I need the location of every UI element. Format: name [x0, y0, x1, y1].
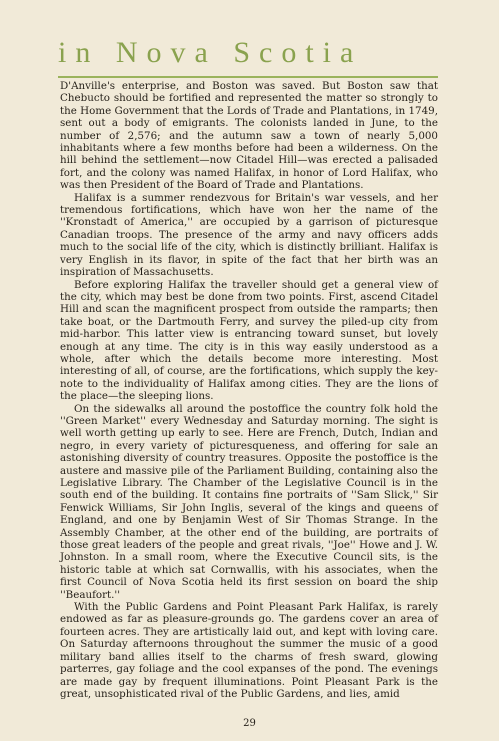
paragraph: Halifax is a summer rendezvous for Britain's war vessels, and her tremendous fortifications, which have won her the name of the ''Kronstadt of America,'' are occupied by a garrison of picturesque Canadian troops. The presence of the army and navy officers adds much to the social life of the city, which is distinctly brilliant. Halifax is very English in its flavor, in spite of the fact that her birth was an inspiration of Massachusetts.: [60, 191, 438, 279]
body-text: [60, 80, 438, 700]
paragraph: With the Public Gardens and Point Pleasant Park Halifax, is rarely endowed as far as pleasure-grounds go. The gardens cover an area of fourteen acres. They are artistically laid out, and kept with loving care. On Saturday afternoons throughout the summer the music of a good military band allies itself to the charms of fresh sward, glowing parterres, gay foliage and the cool expanses of the pond. The evenings are made gay by frequent illuminations. Point Pleasant Park is the great, unsophisticated rival of the Public Gardens, and lies, amid: [60, 601, 438, 700]
paragraph: On the sidewalks all around the postoffice the country folk hold the ''Green Market'' every Wednesday and Saturday morning. The sight is well worth getting up early to see. Here are French, Dutch, Indian and negro, in every variety of picturesqueness, and offering for sale an astonishing diversity of country treasures. Opposite the postoffice is the austere and massive pile of the Parliament Building, containing also the Legislative Library. The Chamber of the Legislative Council is in the south end of the building. It contains fine portraits of ''Sam Slick,'' Sir Fenwick Williams, Sir John Inglis, several of the kings and queens of England, and one by Benjamin West of Sir Thomas Strange. In the Assembly Chamber, at the other end of the building, are portraits of those great leaders of the people and great rivals, ''Joe'' Howe and J. W. Johnston. In a small room, where the Executive Council sits, is the historic table at which sat Cornwallis, with his associates, when the first Council of Nova Scotia held its first session on board the ship ''Beaufort.'': [60, 402, 438, 601]
running-header-title: in Nova Scotia: [58, 36, 363, 69]
running-header: [58, 36, 438, 70]
header-rule: [58, 76, 438, 78]
paragraph: D'Anville's enterprise, and Boston was saved. But Boston saw that Chebucto should be fortified and represented the matter so strongly to the Home Government that the Lords of Trade and Plantations, in 1749, sent out a body of emigrants. The colonists landed in June, to the number of 2,576; and the autumn saw a town of nearly 5,000 inhabitants where a few months before had been a wilderness. On the hill behind the settlement—now Citadel Hill—was erected a palisaded fort, and the colony was named Halifax, in honor of Lord Halifax, who was then President of the Board of Trade and Plantations.: [60, 80, 438, 192]
paragraph: Before exploring Halifax the traveller should get a general view of the city, which may best be done from two points. First, ascend Citadel Hill and scan the magnificent prospect from outside the ramparts; then take boat, or the Dartmouth Ferry, and survey the piled-up city from mid-harbor. This latter view is entrancing toward sunset, but lovely enough at any time. The city is in this way easily understood as a whole, after which the details become more interesting. Most interesting of all, of course, are the fortifications, which supply the key-note to the individuality of Halifax among cities. They are the lions of the place—the sleeping lions.: [60, 278, 438, 403]
page-number: 29: [243, 718, 256, 729]
